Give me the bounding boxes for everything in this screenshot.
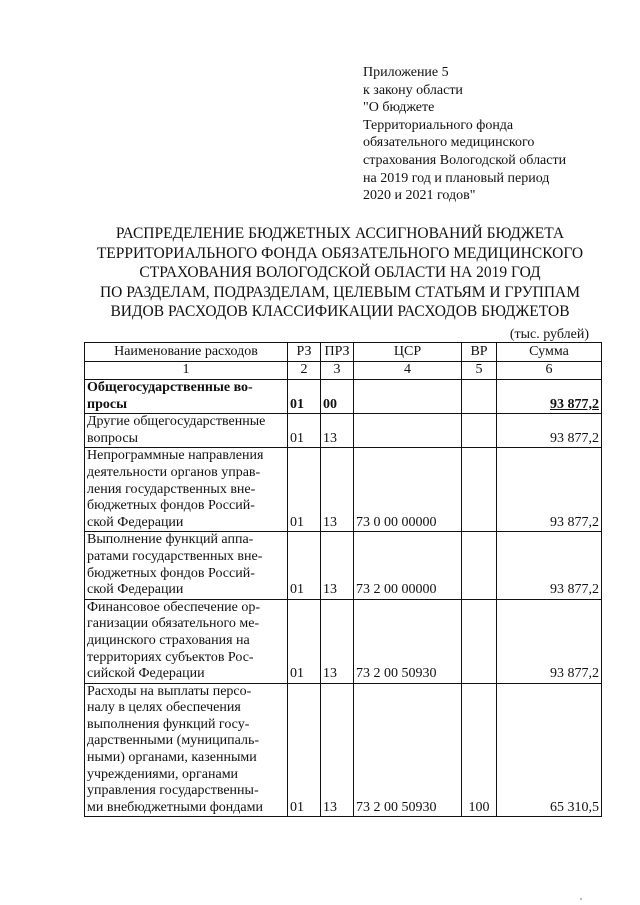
title-line: ВИДОВ РАСХОДОВ КЛАССИФИКАЦИИ РАСХОДОВ БЮДЖЕТОВ	[110, 303, 570, 320]
header-csr: ЦСР	[354, 343, 462, 362]
budget-table	[84, 342, 602, 817]
appendix-line: Территориального фонда	[363, 117, 514, 133]
row-name-line: ления государственных вне-	[87, 481, 256, 497]
row-name-cell	[85, 683, 288, 817]
row-rz-cell: 01	[288, 599, 321, 683]
row-name-line: ской Федерации	[87, 514, 184, 530]
row-csr-cell: 73 2 00 50930	[354, 683, 462, 817]
column-number: 6	[497, 362, 602, 380]
row-csr-cell	[354, 414, 462, 448]
row-name-cell	[85, 448, 288, 532]
column-number-row	[85, 362, 602, 380]
row-name-line: Другие общегосударственные	[87, 414, 266, 430]
header-rz: РЗ	[288, 343, 321, 362]
title-line: СТРАХОВАНИЯ ВОЛОГОДСКОЙ ОБЛАСТИ НА 2019 ГОД	[139, 264, 541, 281]
row-name-line: ными) органами, казенными	[87, 750, 257, 766]
header-name: Наименование расходов	[85, 343, 288, 362]
row-name-line: бюджетных фондов Россий-	[87, 498, 255, 514]
table-row	[85, 532, 602, 599]
column-number: 4	[354, 362, 462, 380]
appendix-line: 2020 и 2021 годов"	[363, 188, 476, 204]
document-title	[60, 224, 620, 322]
row-sum-cell: 65 310,5	[497, 683, 602, 817]
row-name-line: учреждениями, органами	[87, 766, 239, 782]
row-vr-cell	[462, 380, 497, 414]
appendix-line: на 2019 год и плановый период	[363, 170, 550, 186]
title-line: ПО РАЗДЕЛАМ, ПОДРАЗДЕЛАМ, ЦЕЛЕВЫМ СТАТЬЯМ И ГРУППАМ	[99, 283, 581, 301]
row-name-line: деятельности органов управ-	[87, 464, 261, 480]
row-name-line: сийской Федерации	[87, 666, 205, 682]
row-name-cell	[85, 599, 288, 683]
table-body	[85, 380, 602, 817]
row-csr-cell: 73 2 00 00000	[354, 532, 462, 599]
row-vr-cell	[462, 532, 497, 599]
row-vr-cell	[462, 448, 497, 532]
units-label: (тыс. рублей)	[509, 327, 589, 342]
row-rz-cell: 01	[288, 683, 321, 817]
row-sum-cell: 93 877,2	[497, 532, 602, 599]
row-sum-cell: 93 877,2	[497, 414, 602, 448]
row-name-line: территориях субъектов Рос-	[87, 649, 254, 665]
row-name-line: Выполнение функций аппа-	[87, 532, 254, 548]
table-row	[85, 380, 602, 414]
row-vr-cell	[462, 414, 497, 448]
row-rz-cell: 01	[288, 380, 321, 414]
appendix-line: к закону области	[363, 82, 463, 98]
row-rz-cell: 01	[288, 532, 321, 599]
row-vr-cell: 100	[462, 683, 497, 817]
header-prz: ПРЗ	[321, 343, 354, 362]
header-sum: Сумма	[497, 343, 602, 362]
row-name-cell	[85, 380, 288, 414]
row-csr-cell	[354, 380, 462, 414]
title-line: ТЕРРИТОРИАЛЬНОГО ФОНДА ОБЯЗАТЕЛЬНОГО МЕДИЦИНСКОГО	[96, 244, 584, 262]
column-number: 2	[288, 362, 321, 380]
row-name-line: Расходы на выплаты персо-	[87, 683, 252, 699]
row-sum-cell: 93 877,2	[497, 380, 602, 414]
row-name-line: дарственными (муниципаль-	[87, 733, 260, 749]
title-line: РАСПРЕДЕЛЕНИЕ БЮДЖЕТНЫХ АССИГНОВАНИЙ БЮДЖЕТА	[115, 225, 565, 242]
appendix-line: Приложение 5	[363, 65, 449, 80]
column-number: 3	[321, 362, 354, 380]
table-row	[85, 683, 602, 817]
row-prz-cell: 13	[321, 683, 354, 817]
row-rz-cell: 01	[288, 448, 321, 532]
table-row	[85, 414, 602, 448]
appendix-line: обязательного медицинского	[363, 135, 535, 151]
row-name-line: выполнения функций госу-	[87, 716, 250, 732]
row-prz-cell: 13	[321, 414, 354, 448]
column-number: 1	[85, 362, 288, 380]
appendix-line: "О бюджете	[363, 100, 435, 116]
row-name-line: ганизации обязательного ме-	[87, 616, 260, 632]
row-name-cell	[85, 532, 288, 599]
row-name-line: дицинского страхования на	[87, 632, 250, 648]
row-prz-cell: 13	[321, 532, 354, 599]
row-sum-cell: 93 877,2	[497, 448, 602, 532]
row-name-cell	[85, 414, 288, 448]
appendix-line: страхования Вологодской области	[363, 152, 567, 168]
row-name-line: вопросы	[87, 430, 138, 446]
scan-artifact	[580, 898, 582, 900]
row-name-line: ской Федерации	[87, 582, 184, 598]
row-name-line: налу в целях обеспечения	[87, 700, 241, 716]
row-name-line: Непрограммные направления	[87, 448, 264, 464]
row-name-line: просы	[87, 396, 127, 412]
row-name-line: Финансовое обеспечение ор-	[87, 599, 261, 615]
row-prz-cell: 00	[321, 380, 354, 414]
row-name-line: бюджетных фондов Россий-	[87, 565, 255, 581]
appendix-reference	[363, 64, 603, 205]
header-vr: ВР	[462, 343, 497, 362]
row-prz-cell: 13	[321, 599, 354, 683]
row-rz-cell: 01	[288, 414, 321, 448]
row-name-line: ми внебюджетными фондами	[87, 799, 263, 815]
column-number: 5	[462, 362, 497, 380]
row-prz-cell: 13	[321, 448, 354, 532]
row-name-line: ратами государственных вне-	[87, 548, 263, 564]
row-name-line: Общегосударственные во-	[87, 380, 253, 395]
row-vr-cell	[462, 599, 497, 683]
row-name-line: управления государственны-	[87, 783, 259, 799]
row-sum-cell: 93 877,2	[497, 599, 602, 683]
table-row	[85, 448, 602, 532]
table-header-row	[85, 343, 602, 362]
table-row	[85, 599, 602, 683]
row-csr-cell: 73 2 00 50930	[354, 599, 462, 683]
row-csr-cell: 73 0 00 00000	[354, 448, 462, 532]
